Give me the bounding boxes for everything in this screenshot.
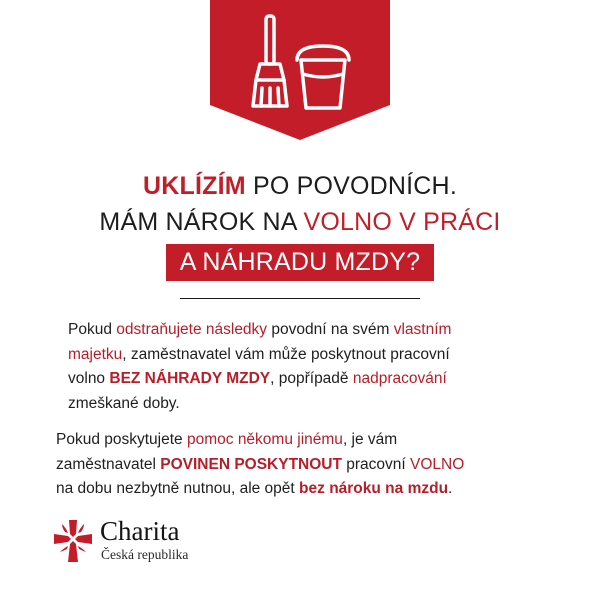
banner-shape bbox=[210, 0, 390, 140]
paragraph-line bbox=[68, 343, 548, 368]
text: na dobu nezbytně nutnou, ale opět bbox=[56, 480, 300, 497]
headline-text: PO POVODNÍCH. bbox=[245, 172, 457, 200]
text: , je vám bbox=[342, 431, 398, 448]
paragraph-line bbox=[56, 428, 556, 453]
text: , zaměstnavatel vám může poskytnout pracovní bbox=[122, 345, 450, 363]
text: zmeškané doby. bbox=[68, 394, 180, 412]
paragraph-helping-others bbox=[56, 428, 556, 502]
highlight-text: odstraňujete následky bbox=[116, 321, 268, 338]
headline-line-1 bbox=[0, 168, 600, 204]
paragraph-line bbox=[56, 477, 556, 502]
paragraph-line bbox=[68, 318, 548, 343]
headline-line-2 bbox=[0, 204, 600, 240]
text: , popřípadě bbox=[270, 370, 353, 387]
headline bbox=[0, 168, 600, 281]
text: zaměstnavatel bbox=[56, 455, 161, 473]
text: . bbox=[448, 480, 453, 497]
bold-highlight-text: bez nároku na mzdu bbox=[299, 480, 449, 497]
text: povodní na svém bbox=[267, 321, 394, 338]
bold-highlight-text: POVINEN POSKYTNOUT bbox=[160, 455, 342, 473]
logo-subtitle: Česká republika bbox=[101, 547, 189, 562]
logo-name: Charita bbox=[100, 516, 180, 546]
bold-highlight-text: BEZ NÁHRADY MZDY bbox=[109, 370, 271, 387]
text: Pokud bbox=[68, 321, 117, 338]
text: Pokud poskytujete bbox=[56, 431, 187, 448]
charita-cross-logo bbox=[52, 518, 94, 564]
charita-logo bbox=[52, 516, 252, 566]
divider bbox=[180, 298, 420, 299]
paragraph-own-property bbox=[68, 318, 548, 416]
headline-highlight: VOLNO V PRÁCI bbox=[303, 208, 501, 236]
headline-keyword: UKLÍZÍM bbox=[143, 172, 246, 200]
text: pracovní bbox=[341, 455, 411, 473]
highlight-text: nadpracování bbox=[352, 370, 447, 387]
paragraph-line bbox=[68, 392, 548, 417]
highlight-text: VOLNO bbox=[410, 455, 465, 473]
headline-text: MÁM NÁROK NA bbox=[99, 208, 304, 236]
text: volno bbox=[68, 370, 110, 387]
highlight-text: pomoc někomu jinému bbox=[186, 431, 343, 448]
paragraph-line bbox=[56, 453, 556, 478]
top-banner bbox=[210, 0, 390, 140]
paragraph-line bbox=[68, 367, 548, 392]
highlight-text: vlastním bbox=[393, 321, 452, 338]
highlight-text: majetku bbox=[68, 345, 123, 363]
headline-pill: A NÁHRADU MZDY? bbox=[166, 244, 435, 281]
headline-line-3 bbox=[0, 240, 600, 281]
